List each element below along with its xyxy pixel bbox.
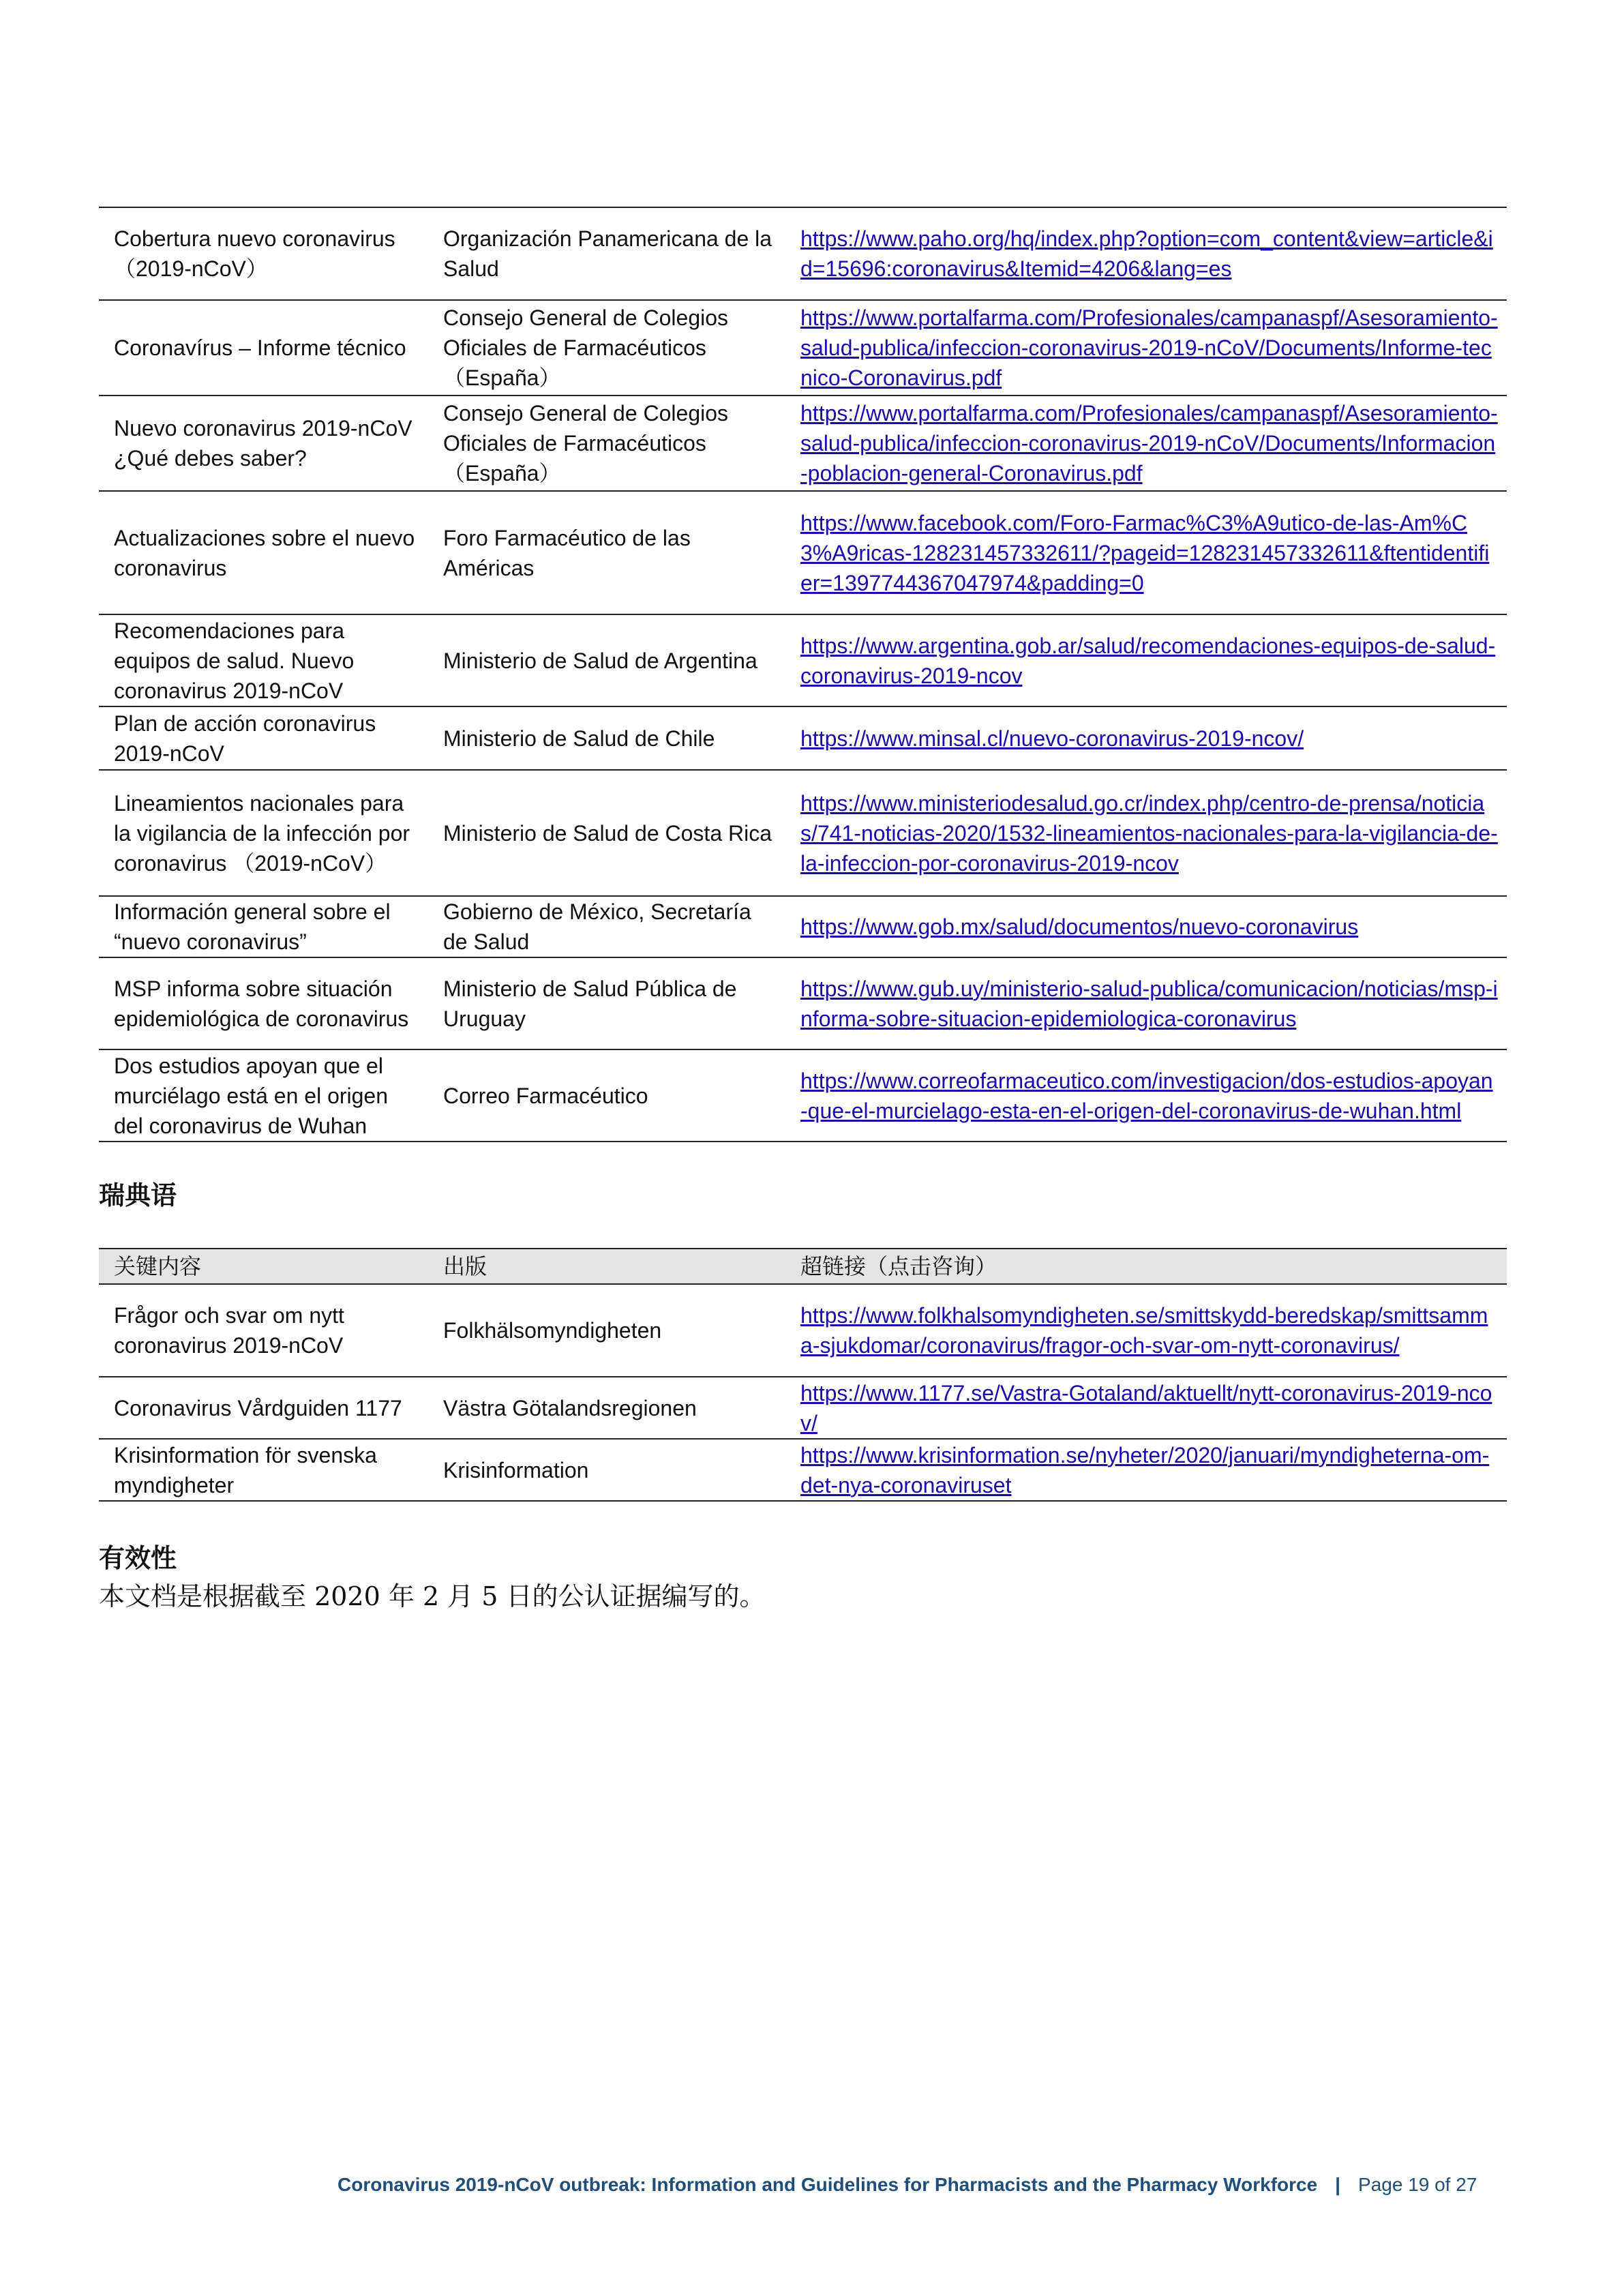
table-row: [99, 706, 1507, 770]
page-footer: [337, 2174, 1477, 2196]
row-publisher: Ministerio de Salud de Chile: [428, 706, 785, 770]
table-row: [99, 1284, 1507, 1377]
row-topic: Coronavirus Vårdguiden 1177: [99, 1377, 428, 1439]
table-row: [99, 1377, 1507, 1439]
resource-link[interactable]: https://www.paho.org/hq/index.php?option=com_content&view=article&id=15696:coronavirus&Itemid=4206&lang=es: [800, 226, 1493, 281]
row-topic: Coronavírus – Informe técnico: [99, 300, 428, 396]
resource-link[interactable]: https://www.folkhalsomyndigheten.se/smittskydd-beredskap/smittsamma-sjukdomar/coronavirus/fragor-och-svar-om-nytt-coronavirus/: [800, 1303, 1488, 1358]
resource-link[interactable]: https://www.minsal.cl/nuevo-coronavirus-2019-ncov/: [800, 726, 1304, 751]
row-topic: Plan de acción coronavirus 2019-nCoV: [99, 706, 428, 770]
table-row: [99, 896, 1507, 957]
column-header-topic: 关键内容: [99, 1249, 428, 1284]
row-topic: MSP informa sobre situación epidemiológica de coronavirus: [99, 957, 428, 1049]
footer-document-title: Coronavirus 2019-nCoV outbreak: Information and Guidelines for Pharmacists and the Pharmacy Workforce: [337, 2174, 1318, 2195]
resource-link[interactable]: https://www.portalfarma.com/Profesionales/campanaspf/Asesoramiento-salud-publica/infeccion-coronavirus-2019-nCoV/Documents/Informe-tecnico-Coronavirus.pdf: [800, 305, 1498, 390]
table-row: [99, 491, 1507, 614]
row-publisher: Västra Götalandsregionen: [428, 1377, 785, 1439]
table-row: [99, 957, 1507, 1049]
resource-link[interactable]: https://www.krisinformation.se/nyheter/2020/januari/myndigheterna-om-det-nya-coronaviruset: [800, 1442, 1490, 1497]
row-publisher: Correo Farmacéutico: [428, 1049, 785, 1142]
row-publisher: Gobierno de México, Secretaría de Salud: [428, 896, 785, 957]
row-publisher: Consejo General de Colegios Oficiales de Farmacéuticos （España）: [428, 300, 785, 396]
swedish-resources-table: [99, 1248, 1507, 1502]
table-row: [99, 207, 1507, 300]
row-publisher: Ministerio de Salud de Costa Rica: [428, 770, 785, 896]
table-row: [99, 770, 1507, 896]
row-topic: Lineamientos nacionales para la vigilancia de la infección por coronavirus （2019-nCoV）: [99, 770, 428, 896]
section-heading-validity: 有效性: [99, 1543, 177, 1573]
row-publisher: Ministerio de Salud de Argentina: [428, 614, 785, 706]
table-row: [99, 396, 1507, 491]
section-heading-swedish: 瑞典语: [99, 1180, 177, 1210]
table-header-row: [99, 1249, 1507, 1284]
resource-link[interactable]: https://www.facebook.com/Foro-Farmac%C3%A9utico-de-las-Am%C3%A9ricas-128231457332611/?pageid=128231457332611&ftentidentifier=1397744367047974&padding=0: [800, 510, 1490, 595]
row-topic: Información general sobre el “nuevo coronavirus”: [99, 896, 428, 957]
table-row: [99, 300, 1507, 396]
row-topic: Recomendaciones para equipos de salud. Nuevo coronavirus 2019-nCoV: [99, 614, 428, 706]
footer-separator: |: [1335, 2174, 1341, 2195]
row-publisher: Consejo General de Colegios Oficiales de Farmacéuticos （España）: [428, 396, 785, 491]
resource-link[interactable]: https://www.gob.mx/salud/documentos/nuevo-coronavirus: [800, 914, 1359, 939]
spanish-resources-table: [99, 207, 1507, 1142]
row-publisher: Organización Panamericana de la Salud: [428, 207, 785, 300]
row-topic: Frågor och svar om nytt coronavirus 2019-nCoV: [99, 1284, 428, 1377]
row-publisher: Folkhälsomyndigheten: [428, 1284, 785, 1377]
resource-link[interactable]: https://www.gub.uy/ministerio-salud-publica/comunicacion/noticias/msp-informa-sobre-situacion-epidemiologica-coronavirus: [800, 976, 1498, 1031]
resource-link[interactable]: https://www.argentina.gob.ar/salud/recomendaciones-equipos-de-salud-coronavirus-2019-ncov: [800, 633, 1496, 688]
page-number: Page 19 of 27: [1358, 2174, 1477, 2195]
row-publisher: Foro Farmacéutico de las Américas: [428, 491, 785, 614]
column-header-publisher: 出版: [428, 1249, 785, 1284]
row-publisher: Ministerio de Salud Pública de Uruguay: [428, 957, 785, 1049]
row-publisher: Krisinformation: [428, 1439, 785, 1501]
column-header-link: 超链接（点击咨询）: [785, 1249, 1507, 1284]
resource-link[interactable]: https://www.ministeriodesalud.go.cr/index.php/centro-de-prensa/noticias/741-noticias-2020/1532-lineamientos-nacionales-para-la-vigilancia-de-la-infeccion-por-coronavirus-2019-ncov: [800, 790, 1498, 876]
table-row: [99, 1439, 1507, 1501]
row-topic: Krisinformation för svenska myndigheter: [99, 1439, 428, 1501]
table-row: [99, 1049, 1507, 1142]
resource-link[interactable]: https://www.correofarmaceutico.com/investigacion/dos-estudios-apoyan-que-el-murcielago-esta-en-el-origen-del-coronavirus-de-wuhan.html: [800, 1068, 1493, 1123]
row-topic: Actualizaciones sobre el nuevo coronavirus: [99, 491, 428, 614]
resource-link[interactable]: https://www.1177.se/Vastra-Gotaland/aktuellt/nytt-coronavirus-2019-ncov/: [800, 1380, 1492, 1435]
row-topic: Dos estudios apoyan que el murciélago está en el origen del coronavirus de Wuhan: [99, 1049, 428, 1142]
row-topic: Cobertura nuevo coronavirus （2019-nCoV）: [99, 207, 428, 300]
table-row: [99, 614, 1507, 706]
resource-link[interactable]: https://www.portalfarma.com/Profesionales/campanaspf/Asesoramiento-salud-publica/infeccion-coronavirus-2019-nCoV/Documents/Informacion-poblacion-general-Coronavirus.pdf: [800, 401, 1498, 486]
row-topic: Nuevo coronavirus 2019-nCoV ¿Qué debes saber?: [99, 396, 428, 491]
validity-statement: 本文档是根据截至 2020 年 2 月 5 日的公认证据编写的。: [99, 1581, 766, 1611]
